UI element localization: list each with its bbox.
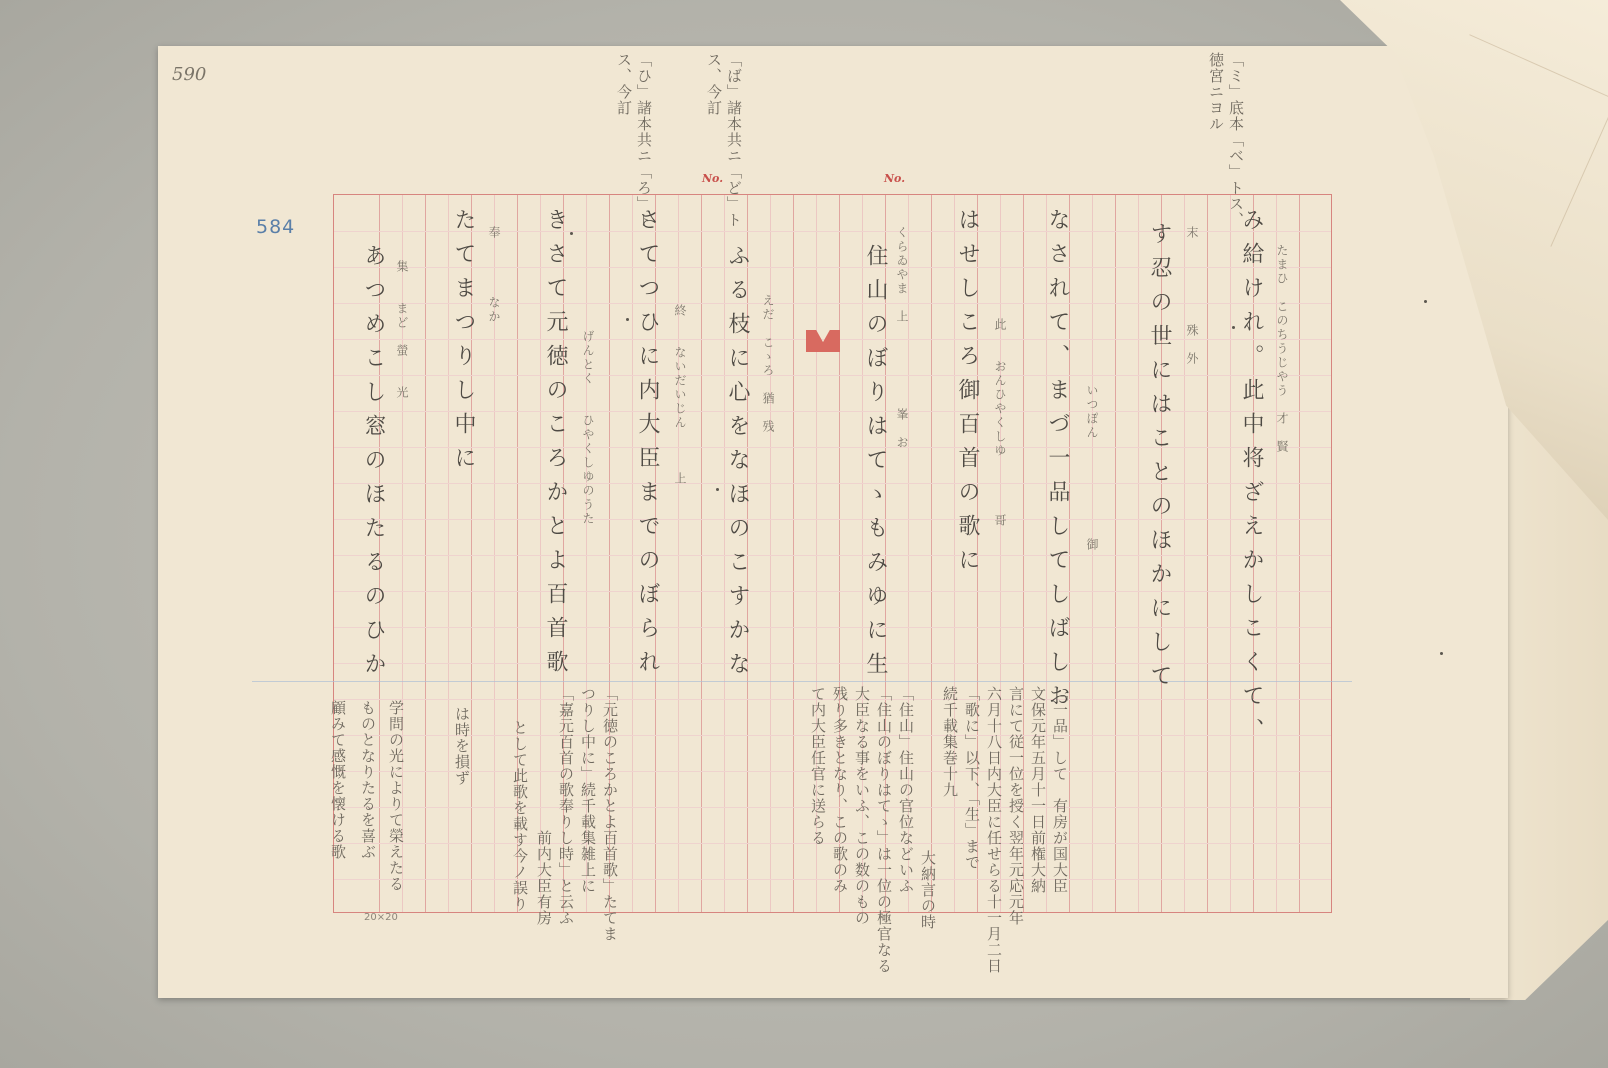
margin-note-3: 「ひ」諸本共ニ「ろ」ト [635,52,653,228]
grid-row-line [334,519,1331,520]
annotation-15: 「嘉元百首の歌奉りし時」と云ふ [557,686,575,926]
annotation-17: として此歌を載す今ノ誤り [511,720,529,912]
text-column-4: はせしころ御百首の歌に [955,208,980,582]
margin-note-1: 「ミ」底本「ベ」トス、 [1227,52,1245,228]
annotation-4: 六月十八日内大臣に任せらる十一月二日 [985,686,1003,974]
text-column-8: きさて元徳のころかとよ百首歌 [543,208,568,684]
grid-row-line [334,411,1331,412]
annotation-19: 学問の光によりて榮えたる [387,700,405,892]
no-label-left: No. [702,172,724,185]
text-column-5: 住山のぼりはてゝもみゆに生 [863,244,888,686]
text-column-2: す忍の世にはことのほかにして [1147,222,1172,698]
annotation-11: 残り多きとなり、この歌のみ [831,686,849,894]
annotation-18: は時を損ず [453,706,471,786]
grid-size-mark: 20×20 [364,912,398,923]
margin-note-1b: 徳宮ニヨル [1207,52,1225,132]
text-column-1: み給けれ。此中将ざえかしこくて、 [1239,208,1264,752]
ruby-column-6: えだ こゝろ 猶 残 [761,294,775,434]
grid-row-line [334,627,1331,628]
grid-row-line [334,375,1331,376]
annotation-10: 大臣なる事をいふ、この数のもの [853,686,871,926]
annotation-13: 「元徳のころかとよ百首歌」たてま [601,686,619,942]
grid-row-line [334,591,1331,592]
ruby-column-1: たまひ このちうじやう 才 賢 [1275,244,1289,454]
ruby-column-5: くらゐやま 上 峯 お [895,226,909,450]
annotation-3: 言にて従一位を授く翌年元応元年 [1007,686,1025,926]
annotation-14: つりし中に」続千載集雑上に [579,686,597,894]
annotation-12: て内大臣任官に送らる [809,686,827,846]
ruby-column-7: 終 ないだいじん 上 [673,290,687,486]
annotation-8: 「住山」住山の官位などいふ [897,686,915,894]
text-column-3: なされて、まづ一品してしばしお [1045,208,1070,718]
grid-row-line [334,267,1331,268]
annotation-9: 「住山のぼりはてゝ」は一位の極官なる [875,686,893,974]
margin-note-3b: ス、今訂 [615,52,633,116]
ruby-column-10: 集 まど 螢 光 [395,260,409,400]
punctuation-dot [626,318,629,321]
grid-row-line [334,483,1331,484]
annotation-2: 文保元年五月十一日前権大納 [1029,686,1047,894]
annotation-21: 顧みて感慨を懐ける歌 [329,700,347,860]
grid-row-line [334,555,1331,556]
paper-speck [1440,652,1443,655]
punctuation-dot [1232,326,1235,329]
ruby-column-9: 奉 なか [487,226,501,324]
annotation-16: 前内大臣有房 [535,830,553,926]
annotation-1: 「一品」して 有房が国大臣 [1051,686,1069,894]
grid-row-line [334,663,1331,664]
text-column-10: あつめこし窓のほたるのひか [361,244,386,686]
annotation-20: ものとなりたるを喜ぶ [359,700,377,860]
text-column-6: ふる枝に心をなほのこすかな [725,244,750,686]
ruby-column-4: 此 おんひやくしゆ 哥 [993,318,1007,528]
no-label-right: No. [884,172,906,185]
grid-row-line [334,447,1331,448]
blue-guide-line [252,681,1352,682]
punctuation-dot [570,232,573,235]
margin-note-2: 「ば」諸本共ニ「ど」ト [725,52,743,228]
annotation-7: 大納言の時 [919,850,937,930]
annotation-6: 続千載集巻十九 [941,686,959,798]
punctuation-dot [716,488,719,491]
grid-row-line [334,303,1331,304]
annotation-5: 「歌に」以下、「生」まで [963,686,981,871]
printed-page-number: 584 [256,216,296,238]
margin-note-2b: ス、今訂 [705,52,723,116]
ruby-column-3: いつぽん 御 [1085,384,1099,552]
ruby-column-8: げんとく ひやくしゆのうた [581,330,595,526]
pencil-page-number: 590 [172,64,207,85]
ruby-column-2: 末 殊 外 [1185,226,1199,366]
text-column-9: たてまつりし中に [451,208,476,480]
grid-row-line [334,231,1331,232]
text-column-7: さてつひに内大臣までのぼられ [635,208,660,684]
paper-speck [1424,300,1427,303]
